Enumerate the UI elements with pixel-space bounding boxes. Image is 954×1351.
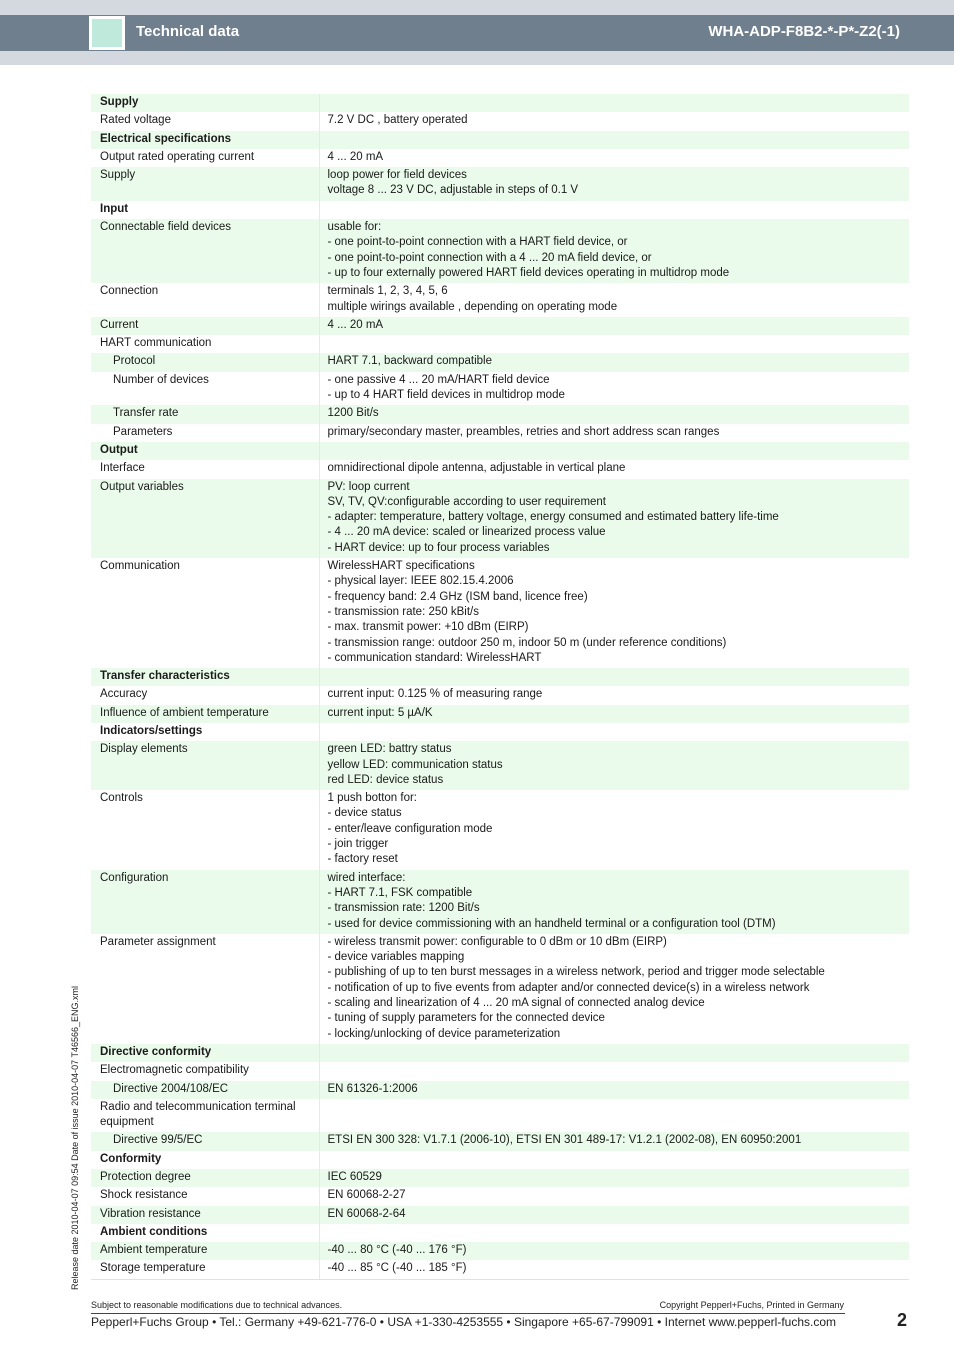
spec-label: Communication [91,558,319,668]
footer-contact: Pepperl+Fuchs Group • Tel.: Germany +49-621-776-0 • USA +1-330-4253555 • Singapore +65-67-799091 • Internet www.pepperl-fuchs.com [91,1315,837,1329]
spec-value [319,167,909,201]
spec-value-line: green LED: battry status [327,743,452,756]
spec-value [319,686,909,704]
spec-value-line: omnidirectional dipole antenna, adjustable in vertical plane [327,462,626,475]
spec-value-line: SV, TV, QV:configurable according to user requirement [327,495,607,508]
spec-value-line: - scaling and linearization of 4 ... 20 mA signal of connected analog device [327,997,705,1010]
section-heading: Directive conformity [91,1044,319,1062]
spec-value-line: - locking/unlocking of device parameterization [327,1027,561,1040]
spec-row [91,112,909,130]
spec-label: Directive 2004/108/EC [91,1081,319,1099]
spec-label: Protocol [91,353,319,371]
spec-value [319,131,909,149]
spec-row [91,1187,909,1205]
spec-label: Vibration resistance [91,1206,319,1224]
spec-row [91,1099,909,1133]
spec-value-line: - enter/leave configuration mode [327,822,493,835]
spec-value-line: - one passive 4 ... 20 mA/HART field device [327,373,550,386]
spec-value [319,934,909,1044]
spec-value-line: 1200 Bit/s [327,407,379,420]
section-heading-row [91,1224,909,1242]
spec-value-line: wired interface: [327,871,406,884]
section-heading: Indicators/settings [91,723,319,741]
spec-label: Ambient temperature [91,1242,319,1260]
spec-value-line: terminals 1, 2, 3, 4, 5, 6 [327,285,448,298]
spec-row [91,1260,909,1279]
spec-row [91,219,909,283]
spec-value [319,442,909,460]
spec-value [319,705,909,723]
top-strip [0,0,954,15]
spec-label: Display elements [91,741,319,790]
spec-value [319,479,909,558]
spec-label: Rated voltage [91,112,319,130]
spec-table [91,94,909,1280]
spec-label: Directive 99/5/EC [91,1132,319,1150]
spec-row [91,372,909,406]
spec-label: Transfer rate [91,405,319,423]
spec-label: Connection [91,283,319,317]
spec-label: Parameter assignment [91,934,319,1044]
spec-value [319,1224,909,1242]
section-heading-row [91,442,909,460]
spec-value-line: usable for: [327,221,382,234]
spec-value [319,790,909,869]
footer-divider [91,1313,845,1314]
section-heading: Output [91,442,319,460]
spec-label: Interface [91,460,319,478]
section-heading-row [91,1151,909,1169]
spec-row [91,1242,909,1260]
spec-value-line: - max. transmit power: +10 dBm (EIRP) [327,621,529,634]
spec-value-line: 4 ... 20 mA [327,150,384,163]
page-number: 2 [897,1310,908,1330]
section-heading-row [91,131,909,149]
spec-value-line: - transmission rate: 250 kBit/s [327,605,479,618]
spec-value-line: 1 push botton for: [327,792,418,805]
page-title: Technical data [136,23,240,40]
spec-label: Supply [91,167,319,201]
spec-label: Output rated operating current [91,149,319,167]
spec-label: Controls [91,790,319,869]
sub-strip [0,51,954,65]
spec-value-line: 7.2 V DC , battery operated [327,114,468,127]
spec-value [319,1044,909,1062]
spec-row [91,1169,909,1187]
spec-label: Connectable field devices [91,219,319,283]
spec-row [91,479,909,558]
spec-value-line: PV: loop current [327,480,410,493]
spec-value [319,201,909,219]
spec-row [91,741,909,790]
spec-value-line: - device status [327,807,402,820]
spec-row [91,870,909,934]
spec-value [319,283,909,317]
spec-value-line: current input: 0.125 % of measuring range [327,688,543,701]
spec-value-line: - used for device commissioning with an handheld terminal or a configuration tool (DTM) [327,917,776,930]
spec-row [91,405,909,423]
spec-value [319,353,909,371]
spec-label: Influence of ambient temperature [91,705,319,723]
spec-label: Accuracy [91,686,319,704]
section-heading: Conformity [91,1151,319,1169]
spec-value-line: multiple wirings available , depending on operating mode [327,300,618,313]
spec-value-line: - publishing of up to ten burst messages in a wireless network, period and trigger mode selectable [327,966,825,979]
spec-value-line: - 4 ... 20 mA device: scaled or linearized process value [327,526,606,539]
spec-value-line: EN 60068-2-64 [327,1207,406,1220]
spec-row [91,335,909,353]
spec-row [91,558,909,668]
spec-value-line: WirelessHART specifications [327,560,475,573]
spec-value-line: - HART device: up to four process variables [327,541,550,554]
spec-value [319,149,909,167]
section-heading-row [91,668,909,686]
spec-row [91,353,909,371]
spec-row [91,705,909,723]
spec-value [319,372,909,406]
spec-value-line: - join trigger [327,838,389,851]
spec-value-line: - tuning of supply parameters for the connected device [327,1012,605,1025]
spec-label: Shock resistance [91,1187,319,1205]
section-heading: Transfer characteristics [91,668,319,686]
spec-value-line: -40 ... 85 °C (-40 ... 185 °F) [327,1262,467,1275]
spec-value-line: - transmission rate: 1200 Bit/s [327,902,480,915]
spec-label: Parameters [91,424,319,442]
spec-value [319,1081,909,1099]
spec-row [91,149,909,167]
spec-value-line: ETSI EN 300 328: V1.7.1 (2006-10), ETSI EN 301 489-17: V1.2.1 (2002-08), EN 60950:2001 [327,1134,802,1147]
section-heading-row [91,94,909,112]
section-heading: Input [91,201,319,219]
spec-value [319,1062,909,1080]
spec-value [319,335,909,353]
spec-value [319,219,909,283]
spec-value-line: primary/secondary master, preambles, retries and short address scan ranges [327,425,720,438]
spec-row [91,460,909,478]
spec-value [319,94,909,112]
spec-value [319,1169,909,1187]
spec-row [91,1062,909,1080]
spec-value-line: - communication standard: WirelessHART [327,651,542,664]
spec-row [91,167,909,201]
spec-value [319,870,909,934]
spec-value-line: current input: 5 µA/K [327,706,433,719]
spec-value [319,1151,909,1169]
spec-table-body [91,94,909,1279]
spec-value [319,1206,909,1224]
spec-value-line: - transmission range: outdoor 250 m, indoor 50 m (under reference conditions) [327,636,727,649]
spec-row [91,1206,909,1224]
spec-label: Radio and telecommunication terminal equipment [91,1099,319,1133]
spec-value [319,1260,909,1279]
spec-label: Protection degree [91,1169,319,1187]
spec-value-line: - HART 7.1, FSK compatible [327,886,473,899]
spec-value-line: red LED: device status [327,773,444,786]
spec-label: Electromagnetic compatibility [91,1062,319,1080]
spec-value-line: - adapter: temperature, battery voltage, energy consumed and estimated battery life-time [327,511,779,524]
spec-value [319,723,909,741]
spec-value [319,460,909,478]
spec-value-line: - physical layer: IEEE 802.15.4.2006 [327,575,514,588]
spec-row [91,934,909,1044]
spec-value-line: - device variables mapping [327,951,465,964]
spec-row [91,1132,909,1150]
spec-label: Current [91,317,319,335]
spec-value [319,112,909,130]
spec-row [91,790,909,869]
spec-value [319,1099,909,1133]
spec-value-line: HART 7.1, backward compatible [327,355,492,368]
model-number: WHA-ADP-F8B2-*-P*-Z2(-1) [708,23,900,40]
footer-disclaimer: Subject to reasonable modifications due to technical advances. [91,1300,343,1310]
spec-value [319,405,909,423]
spec-row [91,317,909,335]
spec-label: Output variables [91,479,319,558]
section-heading-row [91,723,909,741]
spec-value [319,317,909,335]
spec-value-line: - one point-to-point connection with a HART field device, or [327,236,628,249]
spec-value-line: EN 60068-2-27 [327,1189,406,1202]
spec-value [319,741,909,790]
spec-label: Number of devices [91,372,319,406]
spec-value [319,668,909,686]
spec-row [91,1081,909,1099]
spec-value-line: - factory reset [327,853,398,866]
spec-value-line: EN 61326-1:2006 [327,1082,418,1095]
spec-row [91,686,909,704]
spec-value-line: 4 ... 20 mA [327,318,384,331]
release-info: Release date 2010-04-07 09:54 Date of issue 2010-04-07 T46566_ENG.xml [70,985,80,1290]
spec-value-line: - up to four externally powered HART field devices operating in multidrop mode [327,266,730,279]
spec-label: Storage temperature [91,1260,319,1279]
spec-label: HART communication [91,335,319,353]
spec-value-line: - notification of up to five events from adapter and/or connected device(s) in a wireless network [327,981,810,994]
spec-value-line: - one point-to-point connection with a 4 ... 20 mA field device, or [327,251,652,264]
spec-value-line: -40 ... 80 °C (-40 ... 176 °F) [327,1244,467,1257]
spec-value-line: yellow LED: communication status [327,758,503,771]
spec-value-line: - frequency band: 2.4 GHz (ISM band, licence free) [327,590,588,603]
spec-value-line: loop power for field devices [327,169,467,182]
section-heading-row [91,201,909,219]
section-heading-row [91,1044,909,1062]
spec-label: Configuration [91,870,319,934]
brand-square-icon [89,16,125,50]
spec-value [319,558,909,668]
spec-row [91,283,909,317]
spec-value-line: - wireless transmit power: configurable to 0 dBm or 10 dBm (EIRP) [327,935,667,948]
section-heading: Ambient conditions [91,1224,319,1242]
spec-value-line: - up to 4 HART field devices in multidrop mode [327,389,565,402]
spec-value-line: voltage 8 ... 23 V DC, adjustable in steps of 0.1 V [327,184,579,197]
section-heading: Electrical specifications [91,131,319,149]
spec-value [319,1132,909,1150]
footer-copyright: Copyright Pepperl+Fuchs, Printed in Germany [659,1300,844,1310]
spec-value [319,1242,909,1260]
spec-value [319,1187,909,1205]
spec-value [319,424,909,442]
spec-value-line: IEC 60529 [327,1171,382,1183]
section-heading: Supply [91,94,319,112]
spec-row [91,424,909,442]
